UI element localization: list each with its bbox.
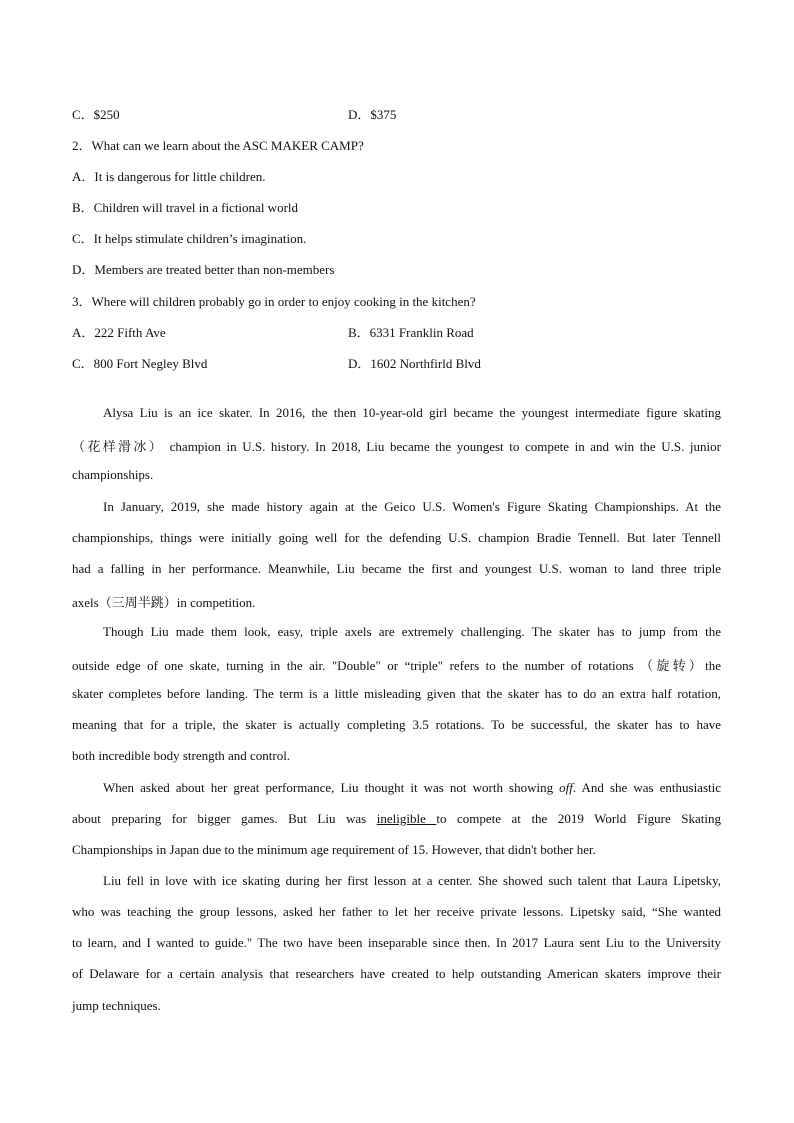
q2-option-d: D．Members are treated better than non-members xyxy=(72,262,335,277)
passage-p2-line: In January, 2019, she made history again at the Geico U.S. Women's Figure Skating Championships. At the xyxy=(103,499,721,514)
passage-p4-line: Championships in Japan due to the minimum age requirement of 15. However, that didn't bother her. xyxy=(72,842,596,857)
passage-p4-text: about preparing for bigger games. But Liu was xyxy=(72,811,377,826)
q1-option-d: D．$375 xyxy=(348,107,397,122)
passage-p5-line: Liu fell in love with ice skating during her first lesson at a center. She showed such talent that Laura Lipetsky, xyxy=(103,873,721,888)
passage-p4-text: When asked about her great performance, Liu thought it was not worth showing xyxy=(103,780,560,795)
q2-option-c: C．It helps stimulate children’s imagination. xyxy=(72,231,307,246)
passage-p1-line: （花样滑冰） champion in U.S. history. In 2018, Liu became the youngest to compete in and win the U.S. junior xyxy=(72,439,721,454)
passage-p1-line: championships. xyxy=(72,467,154,482)
passage-p3-line: outside edge of one skate, turning in the air. "Double" or “triple" refers to the number of rotations （旋转）the xyxy=(72,658,721,673)
passage-p4-line xyxy=(72,811,721,827)
passage-p5-line: who was teaching the group lessons, asked her father to let her receive private lessons. Lipetsky said, “She wanted xyxy=(72,904,721,919)
passage-p3-line: meaning that for a triple, the skater is actually completing 3.5 rotations. To be successful, the skater has to have xyxy=(72,717,721,732)
passage-p1-line: Alysa Liu is an ice skater. In 2016, the then 10-year-old girl became the youngest intermediate figure skating xyxy=(103,405,721,420)
passage-p3-line: Though Liu made them look, easy, triple axels are extremely challenging. The skater has to jump from the xyxy=(103,624,721,639)
passage-p3-line: skater completes before landing. The term is a little misleading given that the skater has to do an extra half rotation, xyxy=(72,686,721,701)
q3-stem: 3．Where will children probably go in order to enjoy cooking in the kitchen? xyxy=(72,294,476,309)
q2-option-a: A．It is dangerous for little children. xyxy=(72,169,266,184)
underlined-word-ineligible: ineligible xyxy=(376,811,437,826)
q1-option-c: C．$250 xyxy=(72,107,120,122)
passage-p2-line: axels（三周半跳）in competition. xyxy=(72,595,256,610)
q3-option-a: A．222 Fifth Ave xyxy=(72,325,166,340)
q2-option-b: B．Children will travel in a fictional world xyxy=(72,200,299,215)
passage-p3-line: both incredible body strength and control. xyxy=(72,748,291,763)
passage-p4-text: to compete at the 2019 World Figure Skating xyxy=(436,811,721,826)
q3-option-c: C．800 Fort Negley Blvd xyxy=(72,356,208,371)
passage-p5-line: to learn, and I wanted to guide." The two have been inseparable since then. In 2017 Laura sent Liu to the University xyxy=(72,935,721,950)
passage-p2-line: had a falling in her performance. Meanwhile, Liu became the first and youngest U.S. woman to land three triple xyxy=(72,561,721,576)
q3-option-d: D．1602 Northfirld Blvd xyxy=(348,356,481,371)
q3-option-b: B．6331 Franklin Road xyxy=(348,325,474,340)
passage-p5-line: jump techniques. xyxy=(72,998,161,1013)
passage-p2-line: championships, things were initially going well for the defending U.S. champion Bradie Tennell. But later Tennell xyxy=(72,530,721,545)
q2-stem: 2．What can we learn about the ASC MAKER CAMP? xyxy=(72,138,364,153)
passage-p4-line xyxy=(103,780,721,796)
passage-p5-line: of Delaware for a certain analysis that researchers have created to help outstanding American skaters improve their xyxy=(72,966,721,981)
passage-p4-text: . And she was enthusiastic xyxy=(572,780,722,795)
passage-word-off: off xyxy=(559,780,573,795)
